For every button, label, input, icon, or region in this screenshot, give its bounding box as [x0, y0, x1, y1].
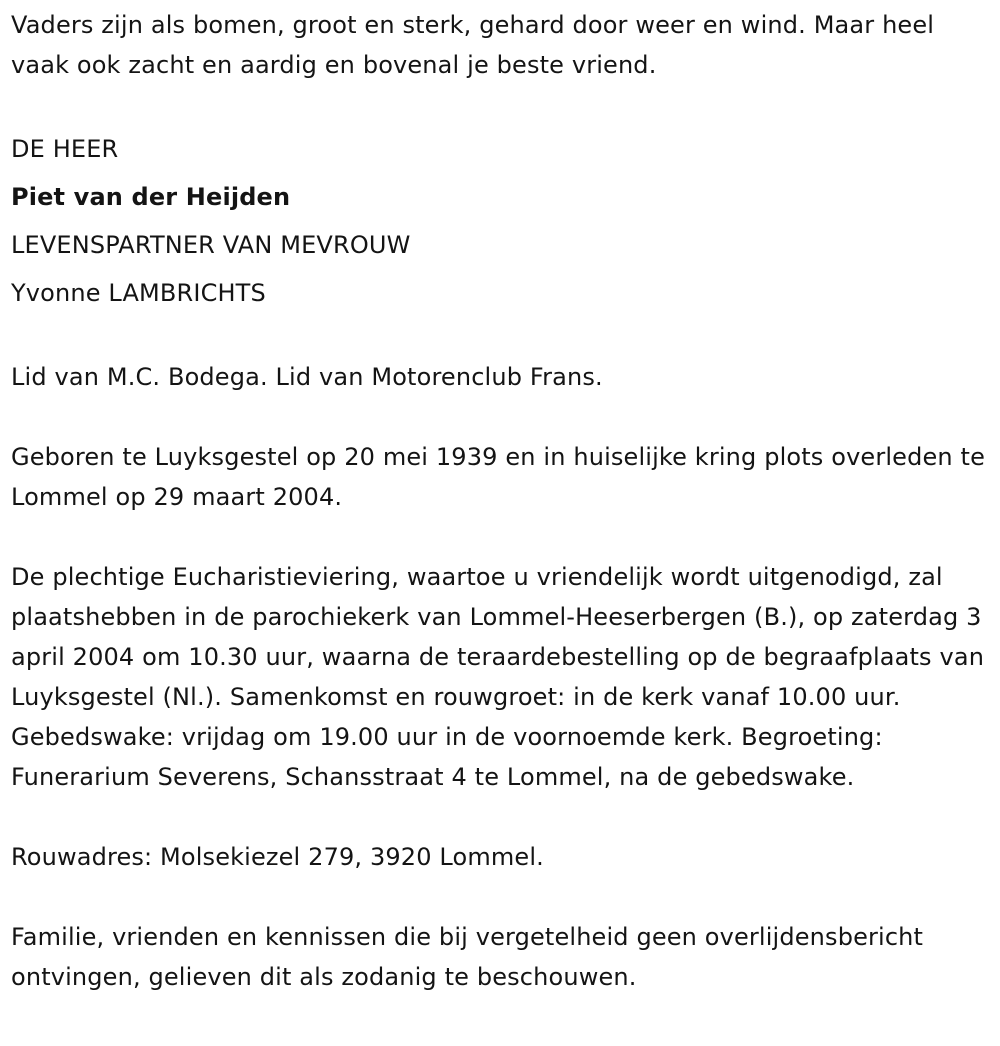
birth-death-text: Geboren te Luyksgestel op 20 mei 1939 en in huiselijke kring plots overleden te Lommel op 29 maart 2004.	[11, 443, 986, 511]
title-prefix: DE HEER	[11, 135, 119, 163]
mourning-address: Rouwadres: Molsekiezel 279, 3920 Lommel.	[11, 843, 544, 871]
obituary-notice	[11, 5, 991, 1037]
opening-quote: Vaders zijn als bomen, groot en sterk, gehard door weer en wind. Maar heel vaak ook zacht en aardig en bovenal je beste vriend.	[11, 11, 935, 79]
deceased-header	[11, 125, 991, 317]
deceased-name: Piet van der Heijden	[11, 183, 291, 211]
ceremony-text: De plechtige Eucharistieviering, waartoe u vriendelijk wordt uitgenodigd, zal plaatshebben in de parochiekerk van Lommel-Heeserbergen (B.), op zaterdag 3 april 2004 om 10.30 uur, waarna de teraardebestelling op de begraafplaats van Luyksgestel (Nl.). Samenkomst en rouwgroet: in de kerk vanaf 10.00 uur. Gebedswake: vrijdag om 19.00 uur in de voornoemde kerk. Begroeting: Funerarium Severens, Schansstraat 4 te Lommel, na de gebedswake.	[11, 563, 985, 791]
closing-text: Familie, vrienden en kennissen die bij vergetelheid geen overlijdensbericht ontvingen, gelieven dit als zodanig te beschouwen.	[11, 923, 924, 991]
membership-text: Lid van M.C. Bodega. Lid van Motorenclub Frans.	[11, 363, 603, 391]
partner-name: Yvonne LAMBRICHTS	[11, 279, 266, 307]
relation-label: LEVENSPARTNER VAN MEVROUW	[11, 231, 411, 259]
